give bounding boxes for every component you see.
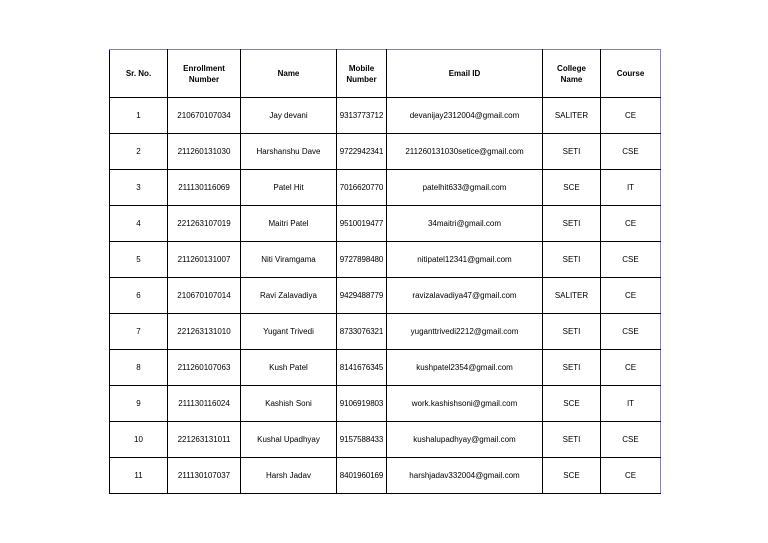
mobile-cell: 8401960169 (337, 458, 387, 494)
header-course (601, 50, 661, 98)
course-cell: CSE (601, 242, 661, 278)
mobile-cell: 9429488779 (337, 278, 387, 314)
header-college-name (543, 50, 601, 98)
college-cell: SALITER (543, 98, 601, 134)
email-cell: kushpatel2354@gmail.com (387, 350, 543, 386)
enrollment-cell: 221263107019 (168, 206, 241, 242)
header-enrollment-label-line2: Number (188, 74, 220, 84)
email-cell: kushalupadhyay@gmail.com (387, 422, 543, 458)
sr-no-cell: 5 (110, 242, 168, 278)
table-row (110, 314, 661, 350)
course-cell: IT (601, 170, 661, 206)
mobile-cell: 9727898480 (337, 242, 387, 278)
enrollment-cell: 210670107014 (168, 278, 241, 314)
enrollment-cell: 211260107063 (168, 350, 241, 386)
mobile-cell: 7016620770 (337, 170, 387, 206)
course-cell: CSE (601, 422, 661, 458)
course-cell: CSE (601, 314, 661, 350)
name-cell: Kush Patel (241, 350, 337, 386)
header-enrollment-label-line1: Enrollment (183, 63, 225, 73)
email-cell: 34maitri@gmail.com (387, 206, 543, 242)
name-cell: Harsh Jadav (241, 458, 337, 494)
mobile-cell: 9313773712 (337, 98, 387, 134)
college-cell: SETI (543, 314, 601, 350)
name-cell: Jay devani (241, 98, 337, 134)
sr-no-cell: 6 (110, 278, 168, 314)
table-row (110, 386, 661, 422)
table-row (110, 206, 661, 242)
sr-no-cell: 2 (110, 134, 168, 170)
enrollment-cell: 210670107034 (168, 98, 241, 134)
course-cell: CE (601, 458, 661, 494)
email-cell: devanijay2312004@gmail.com (387, 98, 543, 134)
name-cell: Ravi Zalavadiya (241, 278, 337, 314)
course-cell: CE (601, 206, 661, 242)
sr-no-cell: 8 (110, 350, 168, 386)
student-roster-table (109, 49, 661, 494)
name-cell: Yugant Trivedi (241, 314, 337, 350)
name-cell: Maitri Patel (241, 206, 337, 242)
enrollment-cell: 221263131011 (168, 422, 241, 458)
header-mobile-number (337, 50, 387, 98)
table-row (110, 170, 661, 206)
name-cell: Kushal Upadhyay (241, 422, 337, 458)
mobile-cell: 9722942341 (337, 134, 387, 170)
header-college-label-line1: College (557, 63, 586, 73)
college-cell: SETI (543, 206, 601, 242)
mobile-cell: 9510019477 (337, 206, 387, 242)
header-mobile-label-line1: Mobile (348, 63, 375, 73)
table-row (110, 350, 661, 386)
header-email-id (387, 50, 543, 98)
email-cell: nitipatel12341@gmail.com (387, 242, 543, 278)
email-cell: work.kashishsoni@gmail.com (387, 386, 543, 422)
sr-no-cell: 10 (110, 422, 168, 458)
mobile-cell: 9157588433 (337, 422, 387, 458)
header-enrollment-number (168, 50, 241, 98)
email-cell: ravizalavadiya47@gmail.com (387, 278, 543, 314)
sr-no-cell: 1 (110, 98, 168, 134)
enrollment-cell: 211260131030 (168, 134, 241, 170)
enrollment-cell: 211130116024 (168, 386, 241, 422)
college-cell: SETI (543, 422, 601, 458)
sr-no-cell: 11 (110, 458, 168, 494)
name-cell: Kashish Soni (241, 386, 337, 422)
mobile-cell: 9106919803 (337, 386, 387, 422)
college-cell: SCE (543, 170, 601, 206)
email-cell: patelhit633@gmail.com (387, 170, 543, 206)
course-cell: CSE (601, 134, 661, 170)
roster-body (110, 98, 661, 494)
enrollment-cell: 211260131007 (168, 242, 241, 278)
header-name (241, 50, 337, 98)
college-cell: SCE (543, 458, 601, 494)
header-course-label: Course (616, 69, 645, 78)
header-sr-no-label: Sr. No. (125, 69, 152, 78)
sr-no-cell: 7 (110, 314, 168, 350)
course-cell: CE (601, 98, 661, 134)
enrollment-cell: 211130107037 (168, 458, 241, 494)
college-cell: SETI (543, 134, 601, 170)
sr-no-cell: 3 (110, 170, 168, 206)
table-row (110, 422, 661, 458)
college-cell: SALITER (543, 278, 601, 314)
mobile-cell: 8733076321 (337, 314, 387, 350)
course-cell: IT (601, 386, 661, 422)
college-cell: SETI (543, 350, 601, 386)
table-row (110, 278, 661, 314)
table-row (110, 242, 661, 278)
course-cell: CE (601, 350, 661, 386)
table-row (110, 98, 661, 134)
name-cell: Patel Hit (241, 170, 337, 206)
header-row (110, 50, 661, 98)
course-cell: CE (601, 278, 661, 314)
mobile-cell: 8141676345 (337, 350, 387, 386)
header-name-label: Name (277, 69, 300, 78)
header-sr-no (110, 50, 168, 98)
college-cell: SETI (543, 242, 601, 278)
enrollment-cell: 221263131010 (168, 314, 241, 350)
name-cell: Harshanshu Dave (241, 134, 337, 170)
email-cell: harshjadav332004@gmail.com (387, 458, 543, 494)
college-cell: SCE (543, 386, 601, 422)
email-cell: 211260131030setice@gmail.com (387, 134, 543, 170)
enrollment-cell: 211130116069 (168, 170, 241, 206)
table-row (110, 134, 661, 170)
sr-no-cell: 9 (110, 386, 168, 422)
name-cell: Niti Viramgama (241, 242, 337, 278)
header-email-label: Email ID (448, 69, 481, 78)
header-college-label-line2: Name (560, 74, 583, 84)
table-row (110, 458, 661, 494)
header-mobile-label-line2: Number (346, 74, 377, 84)
email-cell: yuganttrivedi2212@gmail.com (387, 314, 543, 350)
sr-no-cell: 4 (110, 206, 168, 242)
